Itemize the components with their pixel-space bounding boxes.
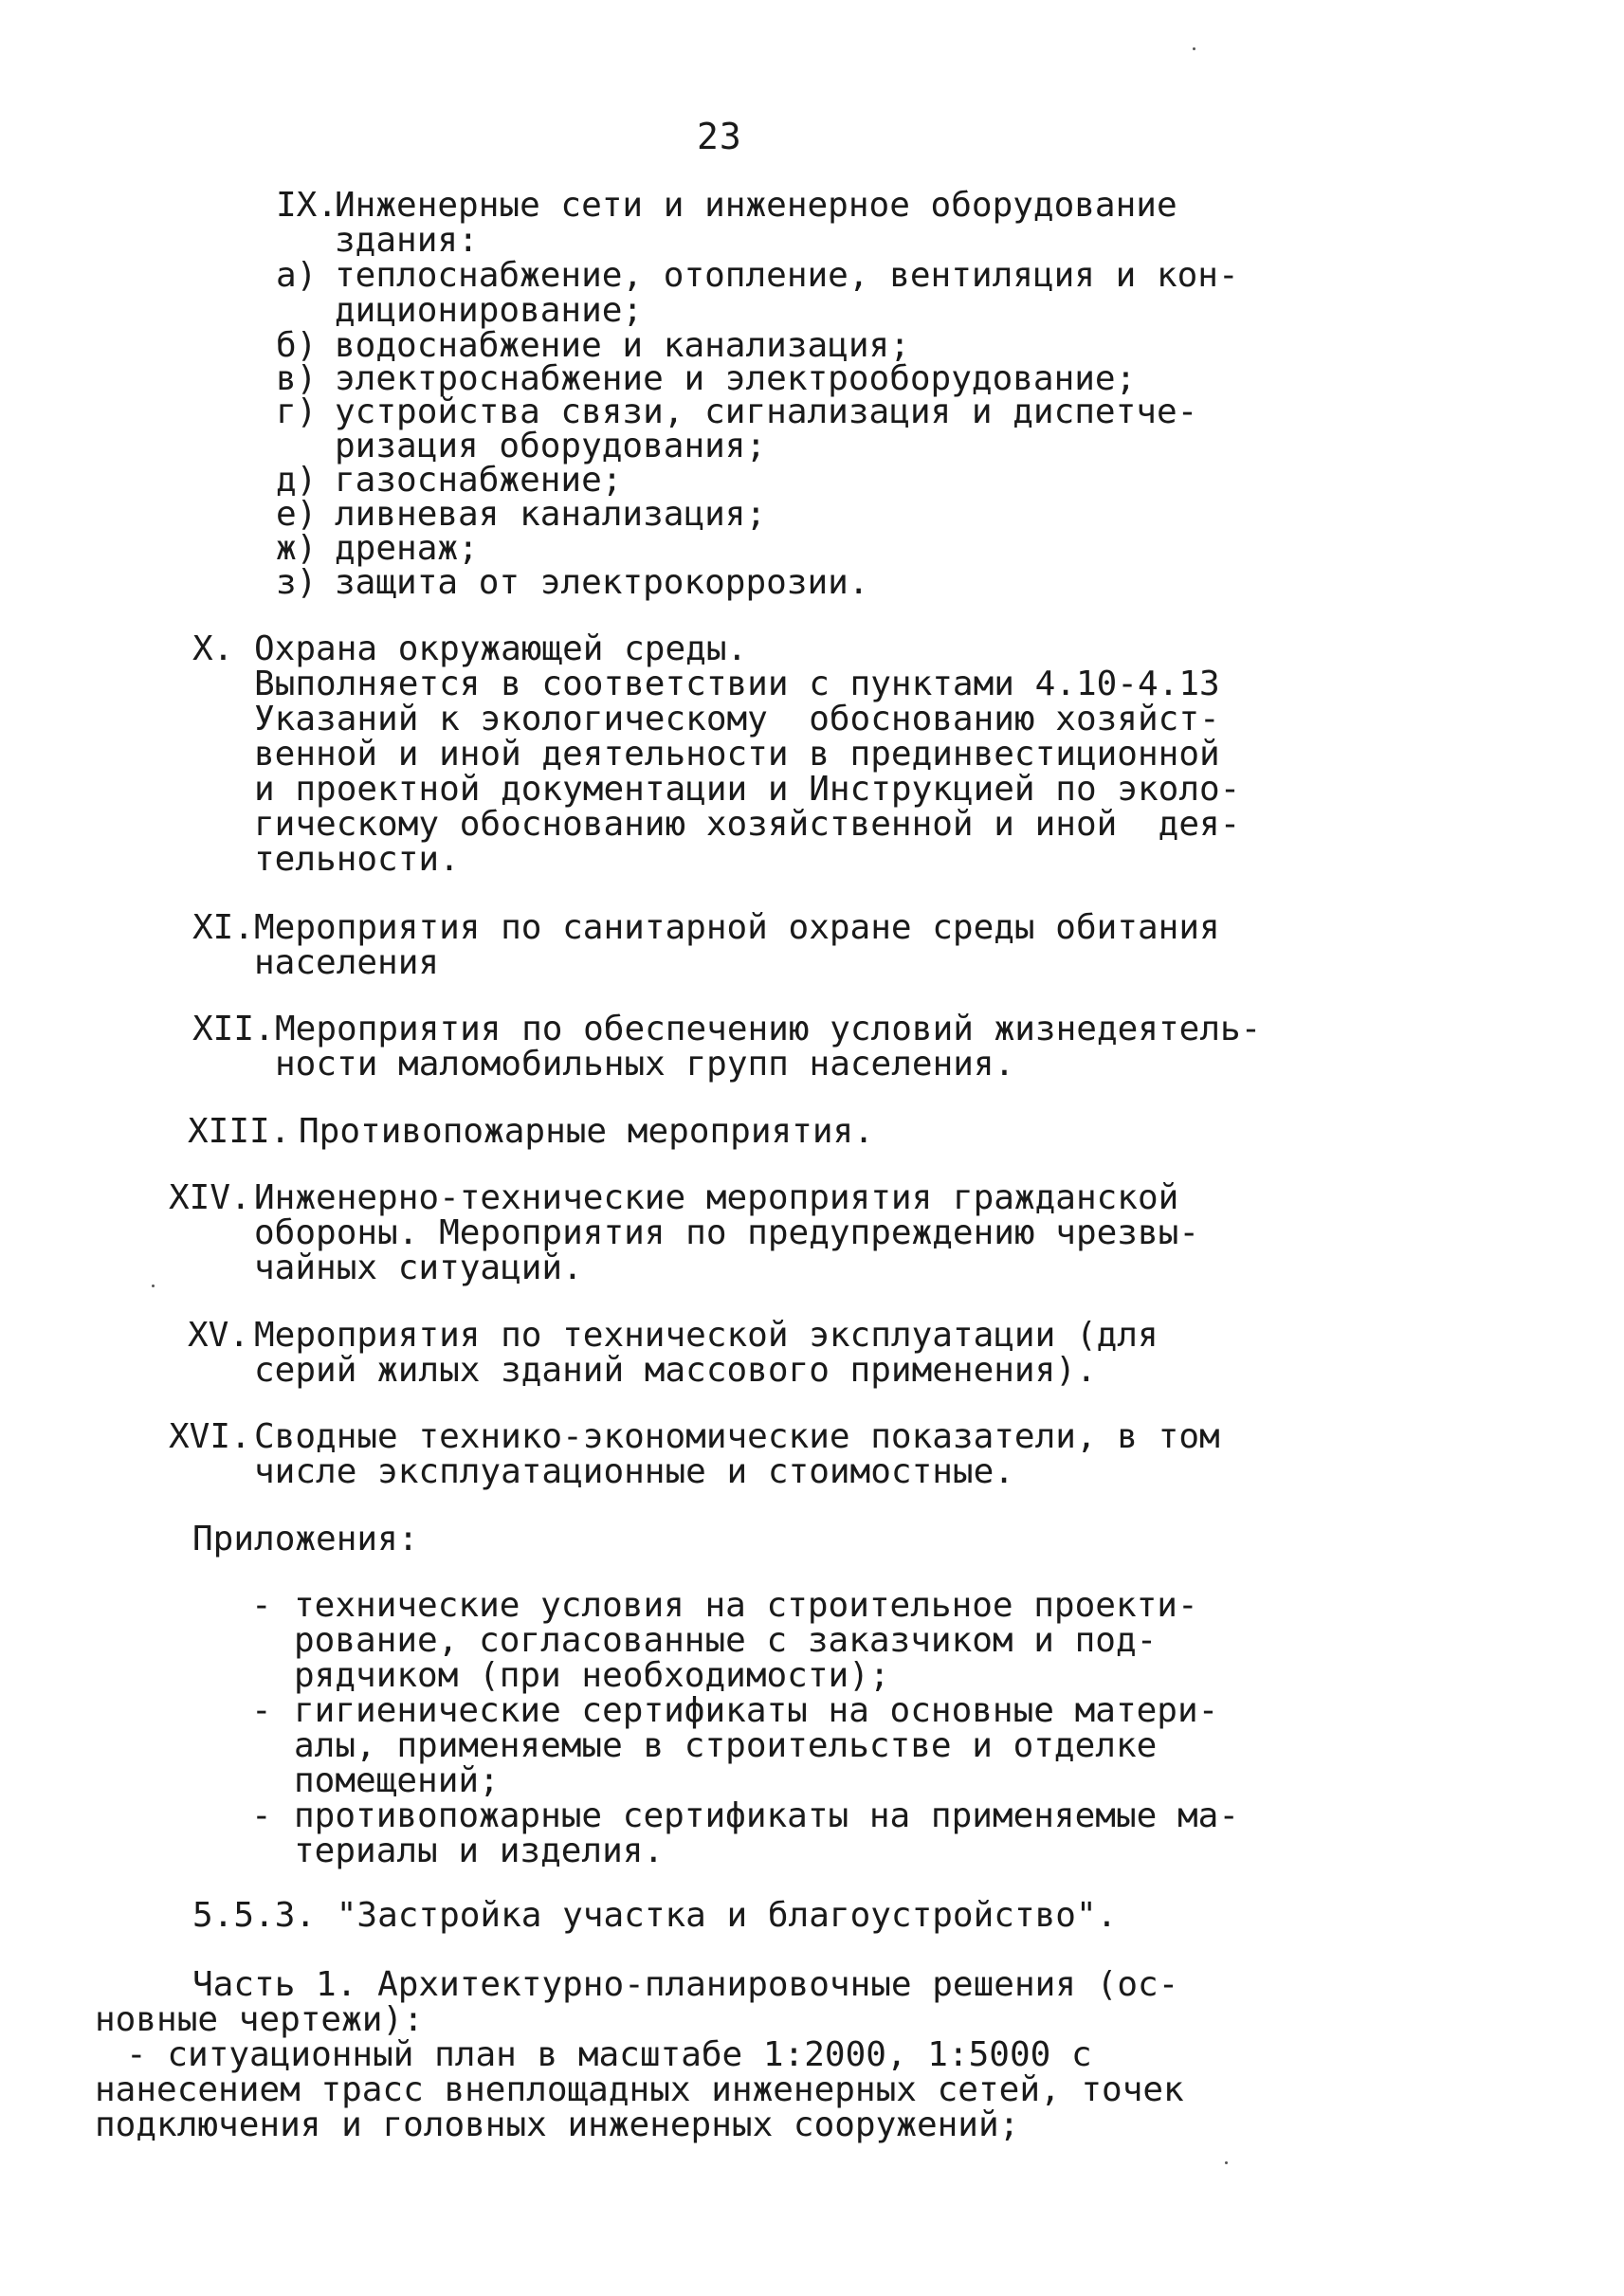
section-xi-line: населения [254, 943, 440, 982]
section-xi-line: Мероприятия по санитарной охране среды обитания [254, 908, 1220, 947]
appendix-line: технические условия на строительное проекти- [294, 1586, 1198, 1625]
appendix-line: алы, применяемые в строительстве и отделке [294, 1726, 1158, 1765]
section-ix-item-mark: е) [276, 495, 318, 534]
section-ix-item-mark: в) [276, 359, 318, 398]
section-ix-item-line: теплоснабжение, отопление, вентиляция и кон- [335, 256, 1239, 295]
appendices-heading: Приложения: [192, 1520, 419, 1558]
appendix-line: рование, согласованные с заказчиком и под- [294, 1621, 1158, 1660]
section-x-line: Охрана окружающей среды. [254, 629, 748, 668]
appendix-dash: - [251, 1586, 272, 1625]
section-x-numeral: X. [192, 629, 234, 668]
appendix-line: гигиенические сертификаты на основные матери- [294, 1691, 1219, 1730]
section-xv-line: серий жилых зданий массового применения). [254, 1351, 1097, 1390]
section-ix-item-line: газоснабжение; [335, 461, 623, 500]
section-xiii-numeral: XIII. [188, 1112, 291, 1151]
appendix-line: рядчиком (при необходимости); [294, 1656, 890, 1695]
section-xv-numeral: XV. [188, 1316, 250, 1355]
section-x-line: и проектной документации и Инструкцией по эколо- [254, 770, 1241, 809]
section-xvi-line: числе эксплуатационные и стоимостные. [254, 1452, 1014, 1491]
section-xvi-numeral: XVI. [169, 1417, 251, 1456]
section-xi-numeral: XI. [192, 908, 255, 947]
section-xiv-line: Инженерно-технические мероприятия гражданской [254, 1178, 1179, 1217]
appendix-line: помещений; [294, 1761, 500, 1800]
section-ix-item-line: устройства связи, сигнализация и диспетче- [335, 392, 1198, 431]
section-ix-item-mark: д) [276, 461, 318, 500]
scan-speck [152, 1285, 155, 1287]
section-ix-item-mark: г) [276, 392, 318, 431]
section-xvi-line: Сводные технико-экономические показатели, в том [254, 1417, 1220, 1456]
scan-speck [1193, 47, 1195, 50]
section-ix-item-line: защита от электрокоррозии. [335, 563, 869, 602]
section-ix-item-mark: б) [276, 326, 318, 365]
part-1-line: новные чертежи): [95, 2000, 424, 2039]
section-x-line: Выполняется в соответствии с пунктами 4.10-4.13 [254, 665, 1220, 703]
section-xiv-line: чайных ситуаций. [254, 1248, 583, 1287]
section-x-line: венной и иной деятельности в прединвестиционной [254, 735, 1220, 774]
section-x-line: Указаний к экологическому обоснованию хозяйст- [254, 700, 1220, 738]
section-ix-item-line: диционирование; [335, 291, 644, 330]
appendix-line: териалы и изделия. [294, 1831, 665, 1870]
appendix-dash: - [251, 1691, 272, 1730]
section-ix-item-line: ливневая канализация; [335, 495, 767, 534]
section-xii-line: ности маломобильных групп населения. [275, 1045, 1015, 1084]
section-x-line: тельности. [254, 840, 460, 879]
section-ix-item-line: дренаж; [335, 529, 479, 568]
section-ix-item-mark: а) [276, 256, 318, 295]
section-ix-item-mark: ж) [276, 529, 318, 568]
section-ix-numeral: IX. [276, 186, 338, 225]
section-ix-title-line: Инженерные сети и инженерное оборудование [335, 186, 1177, 225]
page-number: 23 [697, 116, 742, 157]
part-1-line: - ситуационный план в масштабе 1:2000, 1:5000 с [126, 2035, 1092, 2074]
section-x-line: гическому обоснованию хозяйственной и иной дея- [254, 805, 1241, 844]
part-1-line: подключения и головных инженерных сооружений; [95, 2105, 1020, 2144]
section-xiii-line: Противопожарные мероприятия. [299, 1112, 874, 1151]
section-ix-item-mark: з) [276, 563, 318, 602]
section-ix-item-line: электроснабжение и электрооборудование; [335, 359, 1137, 398]
appendix-dash: - [251, 1796, 272, 1835]
part-1-line: Часть 1. Архитектурно-планировочные решения (ос- [192, 1965, 1179, 2004]
part-1-line: нанесением трасс внеплощадных инженерных сетей, точек [95, 2070, 1184, 2109]
section-xv-line: Мероприятия по технической эксплуатации (для [254, 1316, 1159, 1355]
scan-speck [1225, 2161, 1228, 2164]
section-xiv-line: обороны. Мероприятия по предупреждению чрезвы- [254, 1213, 1199, 1252]
section-ix-title-line: здания: [335, 221, 479, 260]
section-ix-item-line: ризация оборудования; [335, 427, 767, 465]
appendix-line: противопожарные сертификаты на применяемые ма- [294, 1796, 1239, 1835]
section-xii-line: Мероприятия по обеспечению условий жизнедеятель- [275, 1010, 1262, 1048]
section-5-5-3-heading: 5.5.3. "Застройка участка и благоустройство". [192, 1896, 1118, 1935]
section-xiv-numeral: XIV. [169, 1178, 251, 1217]
section-ix-item-line: водоснабжение и канализация; [335, 326, 910, 365]
section-xii-numeral: XII. [192, 1010, 275, 1048]
